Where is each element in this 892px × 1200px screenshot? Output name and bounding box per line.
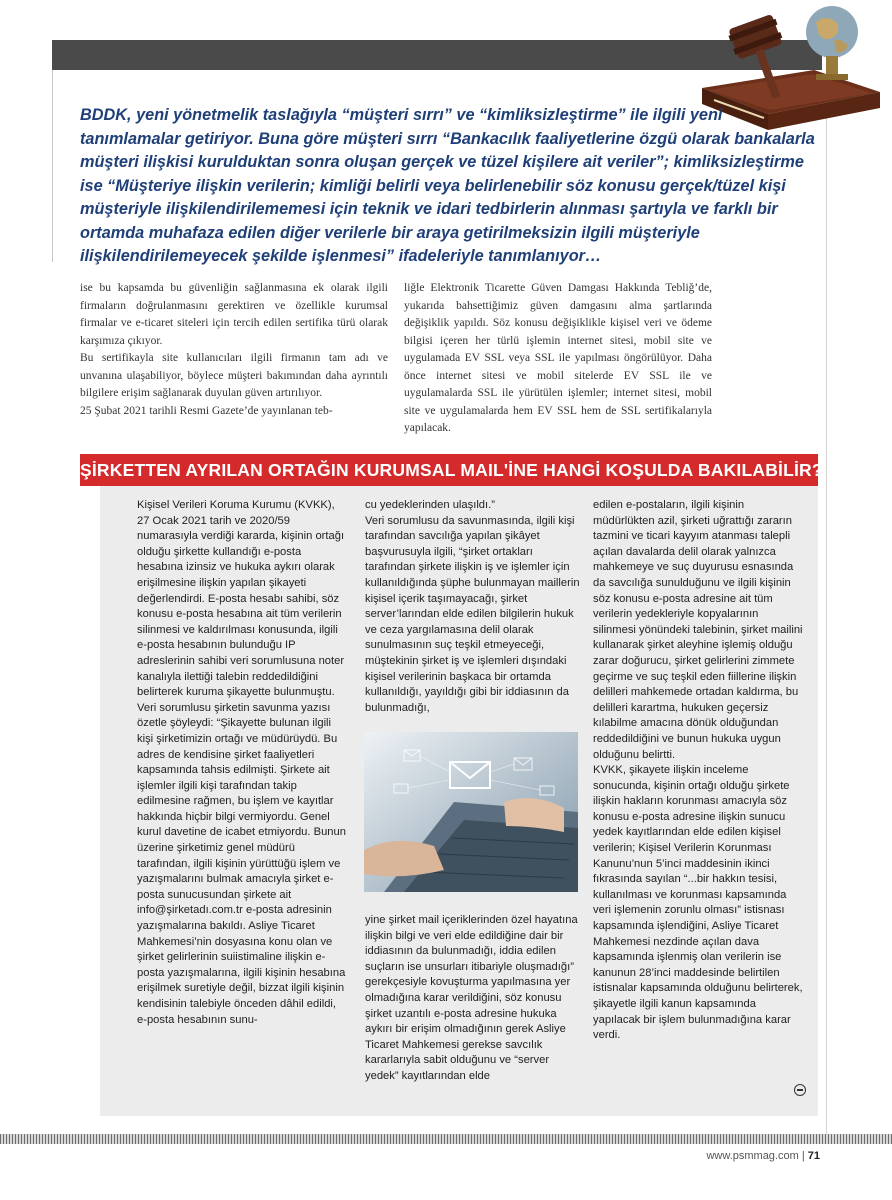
box-paragraph: edilen e-postaların, ilgili kişinin müdürlükten azil, şirketi uğrattığı zararın tazmini ve ticari kayyım atanması talepli açılan davalarda delil olarak yalnızca mahkemeye ve suç duyurusu esnasında da savcılığa sunulduğunu ve ilgili kişinin söz konusu e-posta adresine ait tüm verilerin yedekleriyle kopyalarının silinmesi yönündeki talebinin, şirket mailini kullanarak şirket aleyhine işlemiş olduğu zarar doğurucu, şirket gelirlerini zimmete geçirme ve suç teşkil eden fiillerine ilişkin delilleri mahkemede ortadan kaldırma, bu delilleri karartma, hukuken geçersiz kılabilme amacına dönük olduğundan reddedildiğini ve bunun hukuka uygun olduğunu belirtti. [593, 499, 803, 761]
footer-bar [0, 1134, 892, 1144]
box-paragraph: yine şirket mail içeriklerinden özel hayatına ilişkin bilgi ve veri elde edildiğine dair bir iddiasının da bulunmadığı, iddia edilen suçların ise unsurları itibariyle oluşmadığı” gerekçesiyle kovuşturma yapılmasına yer olmadığına karar verildiğini, söz konusu şirket uzantılı e-posta adresine hukuka aykırı bir erişim olmadığının gerek Asliye Ticaret Mahkemesi gerekse savcılık kararlarıyla sabit olduğunu ve “server yedek” kayıtlarından elde [365, 914, 578, 1082]
website-url: www.psmmag.com [706, 1150, 799, 1162]
article-paragraph: ise bu kapsamda bu güvenliğin sağlanmasına ek olarak ilgili firmaların doğrulanmasını gerektiren ve özellikle kurumsal firmalar ve e-ticaret siteleri için tercih edilen sertifika türü olarak karşımıza çıkıyor. [80, 282, 388, 347]
box-paragraph: cu yedeklerinden ulaşıldı.” [365, 499, 495, 511]
article-column-1 [80, 280, 388, 420]
article-column-2 [404, 280, 712, 438]
box-column-2-bottom [365, 913, 585, 1085]
box-paragraph: KVKK, şikayete ilişkin inceleme sonucunda, kişinin ortağı olduğu şirkete ilişkin hakların korunması amacıyla söz konusu e-posta adresine ilişkin sunucu yedek kayıtlarından elde edilen kişisel verilerin; Kişisel Verilerin Korunması Kanunu’nun 5’inci maddesinin ikinci fıkrasında sayılan “...bir hakkın tesisi, kullanılması ve korunması kapsamında veri işlemenin zorunlu olması” istisnası kapsamında işlendiğini, Asliye Ticaret Mahkemesi nezdinde açılan dava kapsamında işlenmiş olan verilerin ise kanunun 28’inci maddesinde belirtilen istisnalar kapsamında olduğunu belirterek, şikayetle ilgili kanun kapsamında yapılacak bir işlem bulunmadığına karar verdi. [593, 764, 803, 1042]
divider [826, 70, 827, 1140]
page-number: 71 [807, 1150, 820, 1162]
intro-paragraph: BDDK, yeni yönetmelik taslağıyla “müşteri sırrı” ve “kimliksizleştirme” ile ilgili yeni tanımlamalar getiriyor. Buna göre müşteri sırrı “Bankacılık faaliyetlerine özgü olarak bankalarla müşteri ilişkisi kurulduktan sonra oluşan gerçek ve tüzel kişilere ait veriler”; kimliksizleştirme ise “Müşteriye ilişkin verilerin; kimliği belirli veya belirlenebilir söz konusu gerçek/tüzel kişi müşteriyle ilişkilendirilememesi için teknik ve idari tedbirlerin alınması şartıyla ve farklı bir ortamda muhafaza edilen diğer verilerle bir araya getirilmeksizin ilgili müşteriyle ilişkilendirilemeyecek şekilde işlenmesi” ifadeleriyle tanımlanıyor… [80, 106, 815, 265]
box-paragraph: Veri sorumlusu da savunmasında, ilgili kişi tarafından savcılığa yapılan şikâyet başvurusuyla ilgili, “şirket ortakları tarafından şirkete ilişkin iş ve işlemler için kullanıldığında şüphe bulunmayan maillerin kişisel içerik taşımayacağı, şirket server’larından elde edilen bilgilerin hukuk ve ceza yargılamasına delil olarak sunulmasının suç teşkil etmeyeceği, müştekinin şirket iş ve işlemleri dışındaki kişisel verilerinin başkaca bir ortamda kullanıldığı, yayıldığı gibi bir iddiasının da bulunmadığı, [365, 514, 580, 714]
box-title: ŞİRKETTEN AYRILAN ORTAĞIN KURUMSAL MAIL'İNE HANGİ KOŞULDA BAKILABİLİR? [80, 454, 818, 486]
footer-separator: | [801, 1150, 805, 1162]
box-column-1 [137, 498, 347, 1028]
article-paragraph: liğle Elektronik Ticarette Güven Damgası Hakkında Tebliğ’de, yukarıda bahsettiğimiz güven damgasını alma şartlarında değişiklik yapıldı. Söz konusu değişiklikle kişisel veri ve ödeme bilgisi içeren her türlü işlemin internet sitesi, mobil site ve uygulamada EV SSL veya SSL ile yapılması öngörülüyor. Daha önce internet sitesi ve mobil sitelerde EV SSL ile ve uygulamalarda SSL ile yürütülen işlemler; internet sitesi, mobil site ve uygulamalarda hem EV SSL hem de SSL sertifikalarıyla yapılacak. [404, 282, 712, 434]
article-paragraph: 25 Şubat 2021 tarihli Resmi Gazete’de yayınlanan teb- [80, 404, 333, 417]
page-footer [706, 1150, 820, 1162]
divider [52, 70, 53, 262]
box-column-2-top [365, 498, 585, 716]
box-paragraph: Veri sorumlusu şirketin savunma yazısı özetle şöyleydi: “Şikayette bulunan ilgili kişi şirketimizin ortağı ve müdürüydü. Bu adres de kendisine şirket faaliyetleri kapsamında tahsis edilmişti. Şirkete ait işlemler ilgili kişi tarafından takip edilmesine rağmen, bu işlem ve kayıtlar hakkında hiçbir bilgi vermiyordu. Genel kurul davetine de icabet etmiyordu. Bunun üzerine şirketimiz genel müdürü tarafından, ilgili kişinin yürüttüğü işlem ve yazışmalarını bulmak amacıyla şirket e-posta sunucusundan şirkete ait info@şirketadı.com.tr e-posta adresinin yazışmalarına bakıldı. Asliye Ticaret Mahkemesi’nin dosyasına konu olan ve şirket gelirlerinin suiistimaline ilişkin e-posta yazışmalarına, ilgili kişinin hesabına erişilmek suretiyle değil, bizzat ilgili kişinin kendisinin talebiyle önceden dâhil edildi, e-posta hesabının sunu- [137, 701, 346, 1026]
box-column-3 [593, 498, 803, 1044]
email-laptop-photo [364, 732, 578, 892]
box-paragraph: Kişisel Verileri Koruma Kurumu (KVKK), 27 Ocak 2021 tarih ve 2020/59 numarasıyla verdiği kararda, kişinin ortağı olduğu şirkette kullandığı e-posta hesabına izinsiz ve hukuka aykırı olarak erişilmesine ilişkin yapılan şikayeti değerlendirdi. E-posta hesabı sahibi, söz konusu e-posta hesabına ait tüm verilerin silinmesi ve kaldırılması konusunda, ilgili e-posta hesabının bulunduğu IP adreslerinin sahibi veri sorumlusuna noter kanalıyla ilettiği talebin reddedildiğini belirterek kuruma şikayette bulunmuştu. [137, 499, 345, 699]
article-paragraph: Bu sertifikayla site kullanıcıları ilgili firmanın tam adı ve unvanına ulaşabiliyor, böylece müşteri bakımından daha ayrıntılı bilgilere erişim sağlanarak duyulan güven artırılıyor. [80, 352, 388, 399]
end-of-article-icon [794, 1084, 806, 1096]
